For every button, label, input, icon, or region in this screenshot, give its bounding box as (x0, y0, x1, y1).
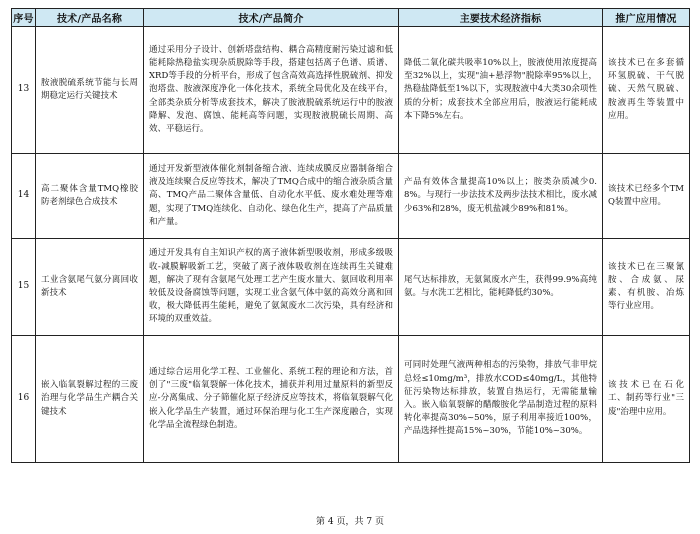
header-indicators: 主要技术经济指标 (399, 9, 603, 27)
row-name-cell (36, 336, 144, 463)
row-name-cell (36, 239, 144, 336)
row-name: 嵌入临氧裂解过程的三废治理与化学品生产耦合关键技术 (41, 380, 138, 417)
row-intro: 通过采用分子设计、创新塔盘结构、耦合高精度耐污染过滤和低能耗除热稳盐实现杂质脱除等手段，搭建包括离子色谱、质谱、XRD等手段的分析平台，形成了包含高效高选择性脱硫剂、抑发泡塔盘、胺液深度净化一体化技术，系统全局优化及在线平台，全部类杂质分析等成套技术，解决了胺液脱硫系统运行中的胺液降解、发泡、腐蚀、能耗高等问题，实现胺液脱硫长周期、高效、平稳运行。 (149, 44, 393, 134)
table-row (12, 154, 690, 239)
row-number: 16 (12, 336, 36, 463)
row-indicators: 可同时处理气液两种相态的污染物，排放气非甲烷总烃≤10mg/m³，排放水COD≤40mg/L，其他特征污染物达标排放，装置自热运行，无需能量输入。嵌入临氧裂解的醋酸胺化学品制造过程的原料转化率提高30%~50%，原子利用率接近100%，产品选择性提高15%~30%，节能10%~30%。 (404, 360, 597, 437)
header-name: 技术/产品名称 (36, 9, 144, 27)
row-indicators-cell (399, 154, 603, 239)
technology-table-container (11, 8, 689, 463)
header-application: 推广应用情况 (603, 9, 690, 27)
row-indicators-cell (399, 239, 603, 336)
row-application-cell (603, 27, 690, 154)
row-name: 工业含氨尾气氨分离回收新技术 (41, 274, 138, 298)
row-application-cell (603, 336, 690, 463)
row-name-cell (36, 154, 144, 239)
table-row (12, 239, 690, 336)
row-application: 该技术已在石化工、制药等行业"三废"治理中应用。 (608, 380, 684, 417)
row-indicators-cell (399, 27, 603, 154)
row-indicators: 降低二氧化碳共吸率10%以上，胺液使用浓度提高至32%以上，实现"油+悬浮物"脱除率95%以上，热稳盐降低至1%以下，实现胺液中4大类30余项性质的分析；成套技术全部应用后，胺液运行能耗成本下降5%左右。 (404, 57, 597, 121)
row-intro-cell (144, 336, 399, 463)
row-name-cell (36, 27, 144, 154)
row-indicators-cell (399, 336, 603, 463)
row-intro: 通过综合运用化学工程、工业催化、系统工程的理论和方法，首创了"三废"临氧裂解一体化技术，捕获并利用过量原料的新型反应-分离集成、分子筛催化原子经济反应等技术，将临氧裂解气化嵌入化学品生产装置，通过环保治理与化工生产深度融合，实现化学品全流程绿色制造。 (149, 366, 393, 430)
row-name: 胺液脱硫系统节能与长周期稳定运行关键技术 (41, 77, 138, 101)
row-application-cell (603, 239, 690, 336)
row-number: 14 (12, 154, 36, 239)
row-indicators: 尾气达标排放，无氨氮废水产生，获得99.9%高纯氨。与水洗工艺相比，能耗降低约30%。 (404, 274, 597, 298)
table-row (12, 336, 690, 463)
row-intro: 通过开发具有自主知识产权的离子液体新型吸收剂，形成多级吸收-减膜解吸新工艺，突破了离子液体吸收剂在连续再生关键难题，解决了现有含氨尾气处理工艺产生废水量大、氨回收利用率较低及设备腐蚀等问题，实现工业含氨气体中氨的高效分离和回收，极大降低再生能耗，避免了氨氮废水二次污染，具有经济和环境的双重效益。 (149, 248, 393, 325)
table-row (12, 27, 690, 154)
row-number: 15 (12, 239, 36, 336)
row-intro-cell (144, 154, 399, 239)
row-intro: 通过开发新型液体催化剂制备缩合液、连续成膜反应器制备缩合液及连续聚合反应等技术，解决了TMQ合成中的缩合液杂质含量高、TMQ产品二聚体含量低、自动化水平低、废水难处理等难题，实现了TMQ连续化、自动化、绿色化生产，提高了产品质量和产量。 (149, 163, 393, 227)
row-name: 高二聚体含量TMQ橡胶防老剂绿色合成技术 (41, 183, 138, 207)
technology-table (11, 8, 690, 463)
row-application: 该技术已在三聚氰胺、合成氨、尿素、有机胺、冶炼等行业应用。 (608, 261, 684, 312)
row-intro-cell (144, 239, 399, 336)
row-application: 该技术已在多套循环氢脱硫、干气脱硫、天然气脱硫、胺液再生等装置中应用。 (608, 57, 684, 121)
header-number: 序号 (12, 9, 36, 27)
table-header-row (12, 9, 690, 27)
row-application-cell (603, 154, 690, 239)
row-application: 该技术已经多个TMQ装置中应用。 (608, 183, 684, 207)
row-indicators: 产品有效体含量提高10%以上；胺类杂质减少0.8%。与现行一步法技术及两步法技术相比，废水减少63%和28%，废无机盐减少89%和81%。 (404, 177, 597, 214)
page-footer: 第 4 页，共 7 页 (316, 517, 384, 527)
header-intro: 技术/产品简介 (144, 9, 399, 27)
row-intro-cell (144, 27, 399, 154)
row-number: 13 (12, 27, 36, 154)
